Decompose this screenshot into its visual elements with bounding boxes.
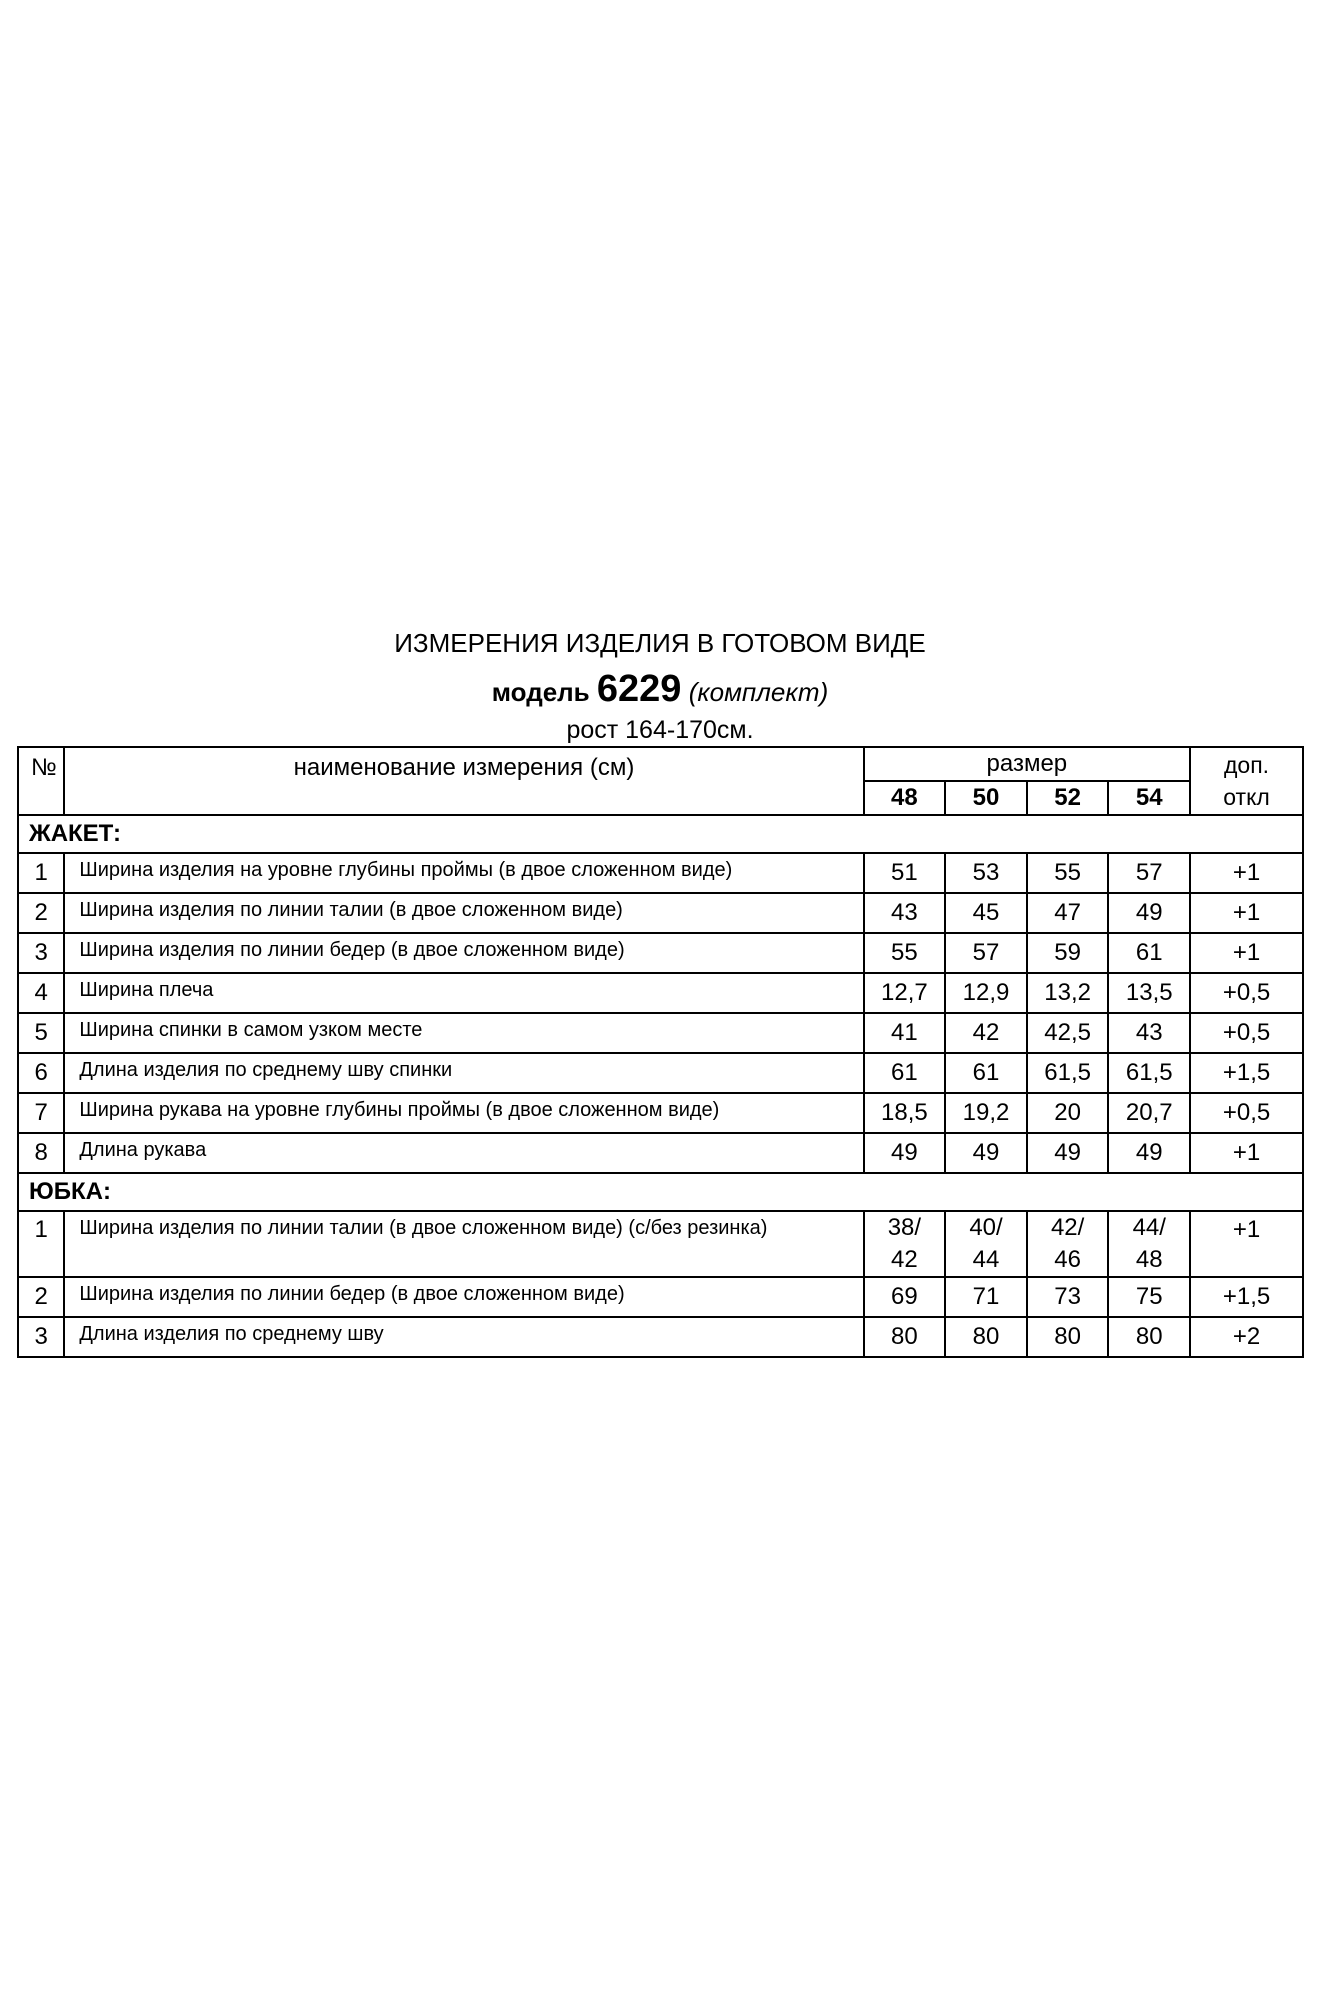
table-row (18, 1013, 1303, 1053)
size-value: 80 (1108, 1317, 1190, 1357)
row-number: 3 (18, 1317, 64, 1357)
measurement-name: Ширина изделия на уровне глубины проймы (в двое сложенном виде) (64, 853, 863, 893)
table-row (18, 1093, 1303, 1133)
size-value-line2: 46 (1054, 1246, 1081, 1273)
size-value: 61 (864, 1053, 946, 1093)
size-value: 57 (945, 933, 1027, 973)
table-row (18, 1317, 1303, 1357)
tolerance-header-line1: доп. (1224, 752, 1270, 778)
table-row (18, 1277, 1303, 1317)
tolerance-value: +1,5 (1190, 1277, 1303, 1317)
size-value: 49 (1027, 1133, 1109, 1173)
measurement-name: Длина изделия по среднему шву (64, 1317, 863, 1357)
size-value: 19,2 (945, 1093, 1027, 1133)
model-note: (комплект) (688, 677, 829, 707)
section-row (18, 1173, 1303, 1211)
size-value: 53 (945, 853, 1027, 893)
size-value: 80 (945, 1317, 1027, 1357)
size-value-line2: 42 (891, 1246, 918, 1273)
table-row (18, 1133, 1303, 1173)
table-row (18, 973, 1303, 1013)
table-row (18, 893, 1303, 933)
size-value-line1: 40/ (969, 1214, 1003, 1241)
tolerance-header-line2: откл (1223, 784, 1270, 810)
row-number: 7 (18, 1093, 64, 1133)
section-title: ЖАКЕТ: (18, 815, 1303, 853)
model-line (0, 668, 1320, 711)
tolerance-value: +0,5 (1190, 973, 1303, 1013)
model-number: 6229 (596, 668, 682, 710)
size-value: 57 (1108, 853, 1190, 893)
table-row (18, 933, 1303, 973)
tolerance-value: +1 (1190, 853, 1303, 893)
size-value: 80 (864, 1317, 946, 1357)
measurement-name: Длина рукава (64, 1133, 863, 1173)
size-value: 51 (864, 853, 946, 893)
col-tolerance-header (1190, 747, 1303, 815)
row-number: 1 (18, 853, 64, 893)
size-value-line1: 38/ (887, 1214, 922, 1241)
section-row (18, 815, 1303, 853)
size-value: 43 (864, 893, 946, 933)
row-number: 2 (18, 1277, 64, 1317)
size-value: 42,5 (1027, 1013, 1109, 1053)
size-value: 69 (864, 1277, 946, 1317)
size-header: 50 (945, 781, 1027, 815)
size-value (864, 1211, 946, 1277)
size-header: 54 (1108, 781, 1190, 815)
size-value-line2: 44 (972, 1246, 1000, 1273)
row-number: 1 (18, 1211, 64, 1277)
height-range: рост 164-170см. (566, 716, 754, 744)
row-number: 4 (18, 973, 64, 1013)
measurement-name: Ширина изделия по линии бедер (в двое сложенном виде) (64, 933, 863, 973)
measurement-name: Ширина изделия по линии талии (в двое сложенном виде) (64, 893, 863, 933)
size-value: 45 (945, 893, 1027, 933)
size-value: 13,5 (1108, 973, 1190, 1013)
row-number: 6 (18, 1053, 64, 1093)
size-value: 47 (1027, 893, 1109, 933)
size-value: 12,7 (864, 973, 946, 1013)
size-value: 75 (1108, 1277, 1190, 1317)
size-value: 80 (1027, 1317, 1109, 1357)
tolerance-value: +1,5 (1190, 1053, 1303, 1093)
row-number: 3 (18, 933, 64, 973)
size-value: 43 (1108, 1013, 1190, 1053)
size-value (945, 1211, 1027, 1277)
tolerance-value: +1 (1190, 893, 1303, 933)
size-value (1027, 1211, 1109, 1277)
size-value: 55 (1027, 853, 1109, 893)
size-value (1108, 1211, 1190, 1277)
header-row (18, 747, 1303, 781)
size-value: 49 (1108, 1133, 1190, 1173)
size-value: 73 (1027, 1277, 1109, 1317)
size-value: 20 (1027, 1093, 1109, 1133)
size-header: 52 (1027, 781, 1109, 815)
size-value: 61,5 (1108, 1053, 1190, 1093)
size-value-line2: 48 (1135, 1246, 1163, 1273)
size-value: 49 (864, 1133, 946, 1173)
tolerance-value: +0,5 (1190, 1013, 1303, 1053)
col-size-header: размер (864, 747, 1191, 781)
size-value: 61,5 (1027, 1053, 1109, 1093)
size-value: 42 (945, 1013, 1027, 1053)
row-number: 5 (18, 1013, 64, 1053)
size-value: 55 (864, 933, 946, 973)
size-value: 61 (1108, 933, 1190, 973)
tolerance-value: +1 (1190, 1133, 1303, 1173)
model-label: модель (491, 677, 590, 707)
measurement-name: Ширина изделия по линии талии (в двое сложенном виде) (с/без резинка) (64, 1211, 863, 1277)
measurement-name: Ширина рукава на уровне глубины проймы (в двое сложенном виде) (64, 1093, 863, 1133)
size-value: 49 (945, 1133, 1027, 1173)
size-value: 49 (1108, 893, 1190, 933)
size-value: 20,7 (1108, 1093, 1190, 1133)
table-row (18, 853, 1303, 893)
section-title: ЮБКА: (18, 1173, 1303, 1211)
tolerance-value: +2 (1190, 1317, 1303, 1357)
tolerance-value: +1 (1190, 1211, 1303, 1277)
size-value: 41 (864, 1013, 946, 1053)
measurement-name: Ширина плеча (64, 973, 863, 1013)
measurement-table (17, 746, 1304, 1358)
size-value: 59 (1027, 933, 1109, 973)
size-value-line1: 42/ (1050, 1214, 1085, 1241)
tolerance-value: +0,5 (1190, 1093, 1303, 1133)
page-title: ИЗМЕРЕНИЯ ИЗДЕЛИЯ В ГОТОВОМ ВИДЕ (394, 628, 926, 658)
size-value-line1: 44/ (1132, 1214, 1166, 1241)
tolerance-value: +1 (1190, 933, 1303, 973)
table-row (18, 1211, 1303, 1277)
measurement-name: Ширина спинки в самом узком месте (64, 1013, 863, 1053)
row-number: 2 (18, 893, 64, 933)
col-name-header: наименование измерения (см) (64, 747, 863, 815)
measurement-name: Длина изделия по среднему шву спинки (64, 1053, 863, 1093)
size-value: 13,2 (1027, 973, 1109, 1013)
col-number-header: № (18, 747, 64, 815)
row-number: 8 (18, 1133, 64, 1173)
table-row (18, 1053, 1303, 1093)
size-header: 48 (864, 781, 946, 815)
size-value: 61 (945, 1053, 1027, 1093)
size-value: 71 (945, 1277, 1027, 1317)
size-value: 18,5 (864, 1093, 946, 1133)
size-value: 12,9 (945, 973, 1027, 1013)
measurement-name: Ширина изделия по линии бедер (в двое сложенном виде) (64, 1277, 863, 1317)
